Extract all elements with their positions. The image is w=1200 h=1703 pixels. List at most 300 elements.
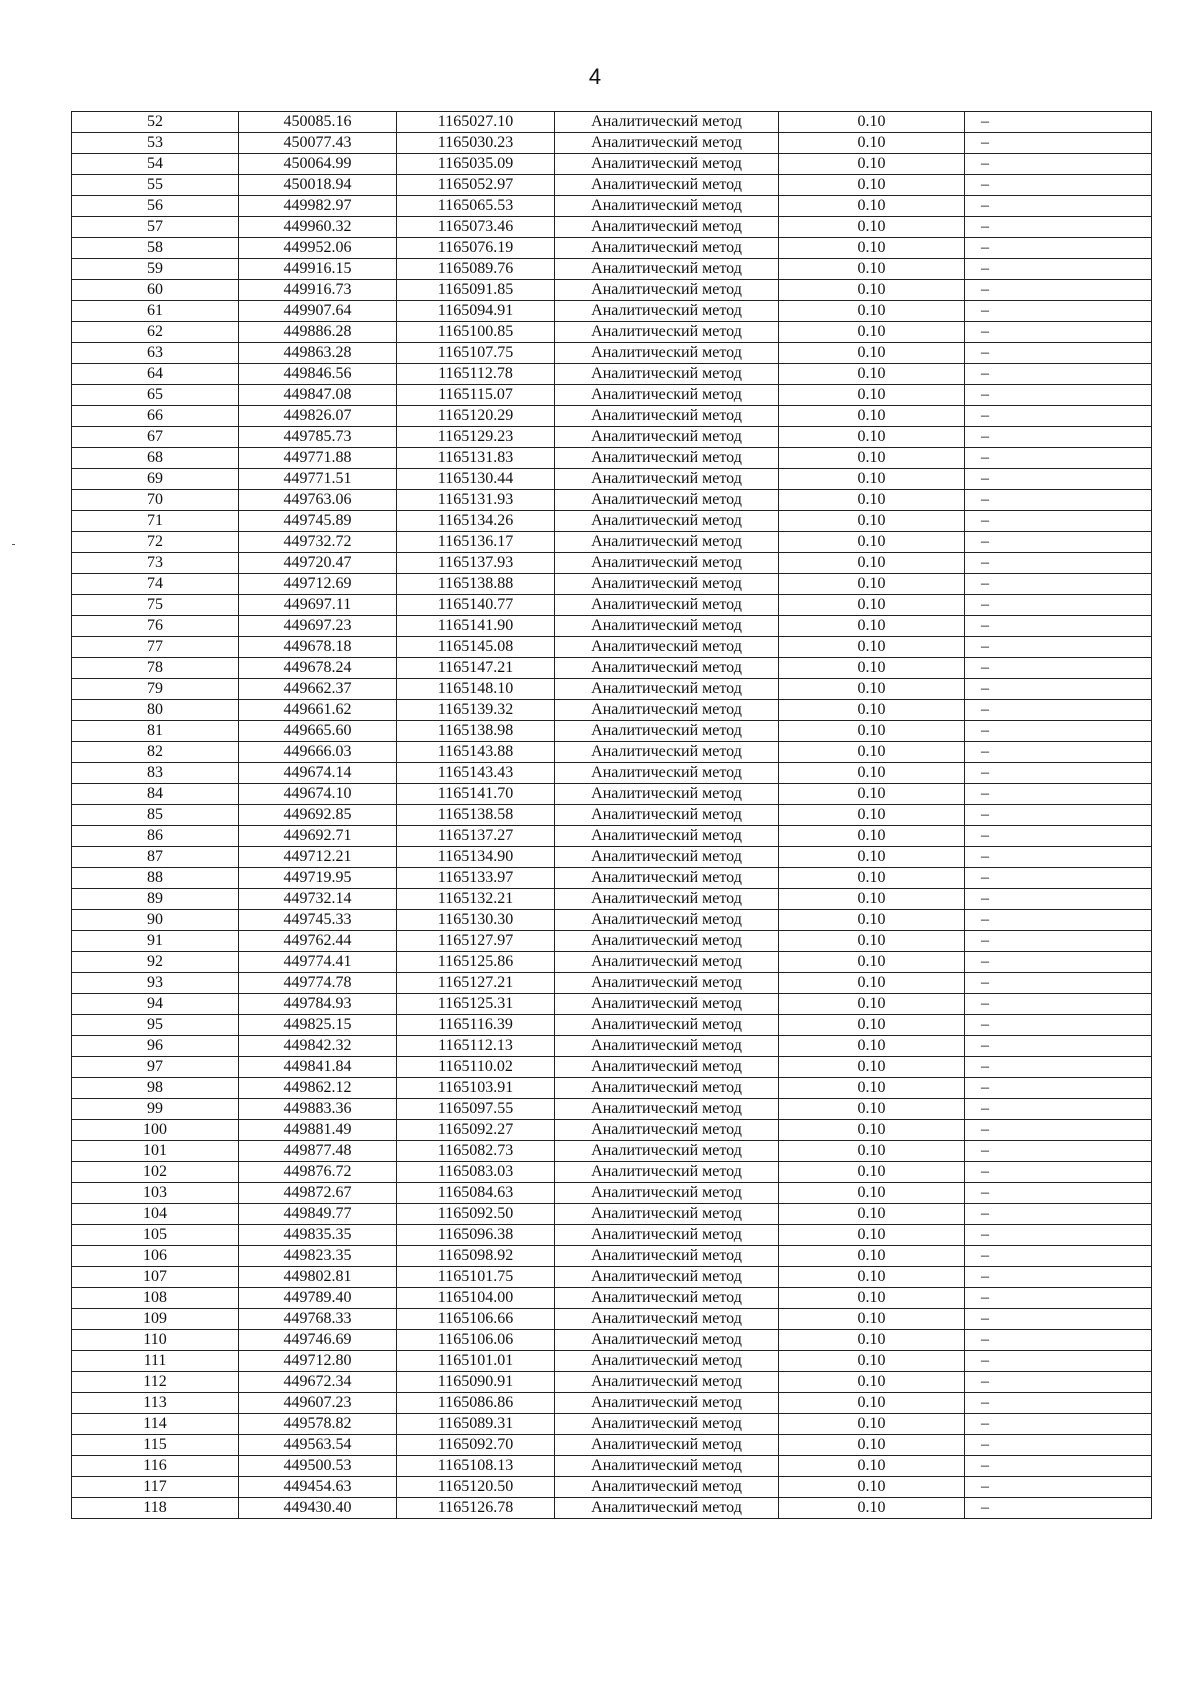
method-cell: Аналитический метод xyxy=(555,1099,779,1120)
accuracy-cell: 0.10 xyxy=(779,1330,965,1351)
x-coordinate-cell: 449745.89 xyxy=(239,511,397,532)
note-cell: – xyxy=(965,595,1152,616)
note-cell: – xyxy=(965,1246,1152,1267)
y-coordinate-cell: 1165107.75 xyxy=(397,343,555,364)
note-cell: – xyxy=(965,1015,1152,1036)
note-cell: – xyxy=(965,868,1152,889)
table-row xyxy=(72,532,1152,553)
x-coordinate-cell: 449712.69 xyxy=(239,574,397,595)
accuracy-cell: 0.10 xyxy=(779,1435,965,1456)
point-number-cell: 85 xyxy=(72,805,239,826)
point-number-cell: 61 xyxy=(72,301,239,322)
point-number-cell: 63 xyxy=(72,343,239,364)
method-cell: Аналитический метод xyxy=(555,280,779,301)
y-coordinate-cell: 1165130.30 xyxy=(397,910,555,931)
note-cell: – xyxy=(965,1477,1152,1498)
note-cell: – xyxy=(965,511,1152,532)
table-row xyxy=(72,1498,1152,1519)
note-cell: – xyxy=(965,1267,1152,1288)
table-row xyxy=(72,679,1152,700)
x-coordinate-cell: 449762.44 xyxy=(239,931,397,952)
note-cell: – xyxy=(965,1435,1152,1456)
table-row xyxy=(72,469,1152,490)
table-row xyxy=(72,1246,1152,1267)
x-coordinate-cell: 449825.15 xyxy=(239,1015,397,1036)
method-cell: Аналитический метод xyxy=(555,763,779,784)
point-number-cell: 95 xyxy=(72,1015,239,1036)
y-coordinate-cell: 1165137.27 xyxy=(397,826,555,847)
method-cell: Аналитический метод xyxy=(555,322,779,343)
method-cell: Аналитический метод xyxy=(555,1288,779,1309)
point-number-cell: 87 xyxy=(72,847,239,868)
x-coordinate-cell: 449835.35 xyxy=(239,1225,397,1246)
table-row xyxy=(72,112,1152,133)
note-cell: – xyxy=(965,427,1152,448)
point-number-cell: 108 xyxy=(72,1288,239,1309)
table-row xyxy=(72,616,1152,637)
point-number-cell: 55 xyxy=(72,175,239,196)
method-cell: Аналитический метод xyxy=(555,1057,779,1078)
method-cell: Аналитический метод xyxy=(555,1393,779,1414)
method-cell: Аналитический метод xyxy=(555,343,779,364)
table-row xyxy=(72,994,1152,1015)
accuracy-cell: 0.10 xyxy=(779,1078,965,1099)
x-coordinate-cell: 449697.23 xyxy=(239,616,397,637)
accuracy-cell: 0.10 xyxy=(779,511,965,532)
x-coordinate-cell: 449916.73 xyxy=(239,280,397,301)
note-cell: – xyxy=(965,700,1152,721)
method-cell: Аналитический метод xyxy=(555,1267,779,1288)
x-coordinate-cell: 449876.72 xyxy=(239,1162,397,1183)
accuracy-cell: 0.10 xyxy=(779,721,965,742)
table-row xyxy=(72,154,1152,175)
table-row xyxy=(72,1372,1152,1393)
point-number-cell: 79 xyxy=(72,679,239,700)
y-coordinate-cell: 1165110.02 xyxy=(397,1057,555,1078)
accuracy-cell: 0.10 xyxy=(779,343,965,364)
table-row xyxy=(72,1183,1152,1204)
x-coordinate-cell: 449826.07 xyxy=(239,406,397,427)
table-row xyxy=(72,1225,1152,1246)
method-cell: Аналитический метод xyxy=(555,112,779,133)
note-cell: – xyxy=(965,1288,1152,1309)
table-row xyxy=(72,826,1152,847)
y-coordinate-cell: 1165092.70 xyxy=(397,1435,555,1456)
y-coordinate-cell: 1165138.98 xyxy=(397,721,555,742)
x-coordinate-cell: 449678.24 xyxy=(239,658,397,679)
table-row xyxy=(72,343,1152,364)
note-cell: – xyxy=(965,238,1152,259)
point-number-cell: 99 xyxy=(72,1099,239,1120)
method-cell: Аналитический метод xyxy=(555,574,779,595)
table-row xyxy=(72,364,1152,385)
y-coordinate-cell: 1165094.91 xyxy=(397,301,555,322)
table-row xyxy=(72,217,1152,238)
table-row xyxy=(72,700,1152,721)
note-cell: – xyxy=(965,1456,1152,1477)
point-number-cell: 117 xyxy=(72,1477,239,1498)
method-cell: Аналитический метод xyxy=(555,1246,779,1267)
point-number-cell: 116 xyxy=(72,1456,239,1477)
note-cell: – xyxy=(965,994,1152,1015)
note-cell: – xyxy=(965,133,1152,154)
table-row xyxy=(72,742,1152,763)
method-cell: Аналитический метод xyxy=(555,469,779,490)
note-cell: – xyxy=(965,259,1152,280)
y-coordinate-cell: 1165133.97 xyxy=(397,868,555,889)
note-cell: – xyxy=(965,1162,1152,1183)
x-coordinate-cell: 450064.99 xyxy=(239,154,397,175)
method-cell: Аналитический метод xyxy=(555,931,779,952)
accuracy-cell: 0.10 xyxy=(779,1477,965,1498)
accuracy-cell: 0.10 xyxy=(779,1456,965,1477)
x-coordinate-cell: 449430.40 xyxy=(239,1498,397,1519)
point-number-cell: 58 xyxy=(72,238,239,259)
note-cell: – xyxy=(965,322,1152,343)
note-cell: – xyxy=(965,364,1152,385)
note-cell: – xyxy=(965,1120,1152,1141)
accuracy-cell: 0.10 xyxy=(779,1351,965,1372)
note-cell: – xyxy=(965,490,1152,511)
method-cell: Аналитический метод xyxy=(555,700,779,721)
point-number-cell: 81 xyxy=(72,721,239,742)
y-coordinate-cell: 1165147.21 xyxy=(397,658,555,679)
accuracy-cell: 0.10 xyxy=(779,910,965,931)
point-number-cell: 83 xyxy=(72,763,239,784)
table-row xyxy=(72,1015,1152,1036)
note-cell: – xyxy=(965,1099,1152,1120)
y-coordinate-cell: 1165136.17 xyxy=(397,532,555,553)
accuracy-cell: 0.10 xyxy=(779,1036,965,1057)
accuracy-cell: 0.10 xyxy=(779,1288,965,1309)
method-cell: Аналитический метод xyxy=(555,637,779,658)
note-cell: – xyxy=(965,679,1152,700)
table-row xyxy=(72,574,1152,595)
accuracy-cell: 0.10 xyxy=(779,1183,965,1204)
note-cell: – xyxy=(965,1225,1152,1246)
accuracy-cell: 0.10 xyxy=(779,154,965,175)
table-row xyxy=(72,259,1152,280)
x-coordinate-cell: 449661.62 xyxy=(239,700,397,721)
accuracy-cell: 0.10 xyxy=(779,658,965,679)
note-cell: – xyxy=(965,1372,1152,1393)
accuracy-cell: 0.10 xyxy=(779,1372,965,1393)
accuracy-cell: 0.10 xyxy=(779,616,965,637)
accuracy-cell: 0.10 xyxy=(779,1141,965,1162)
point-number-cell: 52 xyxy=(72,112,239,133)
y-coordinate-cell: 1165120.29 xyxy=(397,406,555,427)
x-coordinate-cell: 449863.28 xyxy=(239,343,397,364)
accuracy-cell: 0.10 xyxy=(779,406,965,427)
x-coordinate-cell: 449732.72 xyxy=(239,532,397,553)
point-number-cell: 64 xyxy=(72,364,239,385)
x-coordinate-cell: 449784.93 xyxy=(239,994,397,1015)
x-coordinate-cell: 449849.77 xyxy=(239,1204,397,1225)
point-number-cell: 90 xyxy=(72,910,239,931)
point-number-cell: 53 xyxy=(72,133,239,154)
accuracy-cell: 0.10 xyxy=(779,364,965,385)
note-cell: – xyxy=(965,448,1152,469)
point-number-cell: 98 xyxy=(72,1078,239,1099)
x-coordinate-cell: 449732.14 xyxy=(239,889,397,910)
y-coordinate-cell: 1165083.03 xyxy=(397,1162,555,1183)
y-coordinate-cell: 1165127.97 xyxy=(397,931,555,952)
x-coordinate-cell: 449872.67 xyxy=(239,1183,397,1204)
note-cell: – xyxy=(965,1414,1152,1435)
x-coordinate-cell: 449674.10 xyxy=(239,784,397,805)
accuracy-cell: 0.10 xyxy=(779,553,965,574)
accuracy-cell: 0.10 xyxy=(779,931,965,952)
table-row xyxy=(72,1393,1152,1414)
point-number-cell: 74 xyxy=(72,574,239,595)
accuracy-cell: 0.10 xyxy=(779,952,965,973)
point-number-cell: 59 xyxy=(72,259,239,280)
method-cell: Аналитический метод xyxy=(555,1351,779,1372)
method-cell: Аналитический метод xyxy=(555,868,779,889)
table-row xyxy=(72,448,1152,469)
y-coordinate-cell: 1165145.08 xyxy=(397,637,555,658)
method-cell: Аналитический метод xyxy=(555,448,779,469)
point-number-cell: 73 xyxy=(72,553,239,574)
method-cell: Аналитический метод xyxy=(555,721,779,742)
note-cell: – xyxy=(965,532,1152,553)
method-cell: Аналитический метод xyxy=(555,385,779,406)
table-row xyxy=(72,301,1152,322)
x-coordinate-cell: 449802.81 xyxy=(239,1267,397,1288)
accuracy-cell: 0.10 xyxy=(779,532,965,553)
accuracy-cell: 0.10 xyxy=(779,742,965,763)
note-cell: – xyxy=(965,1330,1152,1351)
note-cell: – xyxy=(965,1204,1152,1225)
table-row xyxy=(72,490,1152,511)
table-row xyxy=(72,1456,1152,1477)
x-coordinate-cell: 449789.40 xyxy=(239,1288,397,1309)
method-cell: Аналитический метод xyxy=(555,973,779,994)
table-row xyxy=(72,721,1152,742)
table-row xyxy=(72,427,1152,448)
accuracy-cell: 0.10 xyxy=(779,847,965,868)
y-coordinate-cell: 1165134.90 xyxy=(397,847,555,868)
y-coordinate-cell: 1165030.23 xyxy=(397,133,555,154)
method-cell: Аналитический метод xyxy=(555,616,779,637)
accuracy-cell: 0.10 xyxy=(779,595,965,616)
note-cell: – xyxy=(965,616,1152,637)
x-coordinate-cell: 449692.71 xyxy=(239,826,397,847)
x-coordinate-cell: 449771.51 xyxy=(239,469,397,490)
y-coordinate-cell: 1165141.90 xyxy=(397,616,555,637)
method-cell: Аналитический метод xyxy=(555,952,779,973)
y-coordinate-cell: 1165084.63 xyxy=(397,1183,555,1204)
table-row xyxy=(72,385,1152,406)
table-row xyxy=(72,1330,1152,1351)
y-coordinate-cell: 1165076.19 xyxy=(397,238,555,259)
table-row xyxy=(72,511,1152,532)
y-coordinate-cell: 1165106.66 xyxy=(397,1309,555,1330)
point-number-cell: 76 xyxy=(72,616,239,637)
y-coordinate-cell: 1165132.21 xyxy=(397,889,555,910)
table-row xyxy=(72,322,1152,343)
note-cell: – xyxy=(965,553,1152,574)
method-cell: Аналитический метод xyxy=(555,1498,779,1519)
note-cell: – xyxy=(965,784,1152,805)
point-number-cell: 103 xyxy=(72,1183,239,1204)
note-cell: – xyxy=(965,406,1152,427)
point-number-cell: 77 xyxy=(72,637,239,658)
point-number-cell: 102 xyxy=(72,1162,239,1183)
method-cell: Аналитический метод xyxy=(555,217,779,238)
point-number-cell: 66 xyxy=(72,406,239,427)
x-coordinate-cell: 449881.49 xyxy=(239,1120,397,1141)
method-cell: Аналитический метод xyxy=(555,364,779,385)
note-cell: – xyxy=(965,721,1152,742)
x-coordinate-cell: 449500.53 xyxy=(239,1456,397,1477)
accuracy-cell: 0.10 xyxy=(779,427,965,448)
point-number-cell: 109 xyxy=(72,1309,239,1330)
point-number-cell: 106 xyxy=(72,1246,239,1267)
y-coordinate-cell: 1165115.07 xyxy=(397,385,555,406)
note-cell: – xyxy=(965,112,1152,133)
table-row xyxy=(72,847,1152,868)
x-coordinate-cell: 449666.03 xyxy=(239,742,397,763)
note-cell: – xyxy=(965,637,1152,658)
x-coordinate-cell: 449960.32 xyxy=(239,217,397,238)
note-cell: – xyxy=(965,196,1152,217)
method-cell: Аналитический метод xyxy=(555,784,779,805)
accuracy-cell: 0.10 xyxy=(779,1120,965,1141)
note-cell: – xyxy=(965,385,1152,406)
x-coordinate-cell: 449842.32 xyxy=(239,1036,397,1057)
accuracy-cell: 0.10 xyxy=(779,889,965,910)
method-cell: Аналитический метод xyxy=(555,1141,779,1162)
table-row xyxy=(72,973,1152,994)
accuracy-cell: 0.10 xyxy=(779,469,965,490)
accuracy-cell: 0.10 xyxy=(779,1225,965,1246)
note-cell: – xyxy=(965,280,1152,301)
method-cell: Аналитический метод xyxy=(555,847,779,868)
x-coordinate-cell: 449774.41 xyxy=(239,952,397,973)
x-coordinate-cell: 449847.08 xyxy=(239,385,397,406)
method-cell: Аналитический метод xyxy=(555,595,779,616)
x-coordinate-cell: 449823.35 xyxy=(239,1246,397,1267)
method-cell: Аналитический метод xyxy=(555,805,779,826)
point-number-cell: 93 xyxy=(72,973,239,994)
note-cell: – xyxy=(965,805,1152,826)
method-cell: Аналитический метод xyxy=(555,259,779,280)
x-coordinate-cell: 449952.06 xyxy=(239,238,397,259)
table-row xyxy=(72,1204,1152,1225)
note-cell: – xyxy=(965,1141,1152,1162)
accuracy-cell: 0.10 xyxy=(779,700,965,721)
x-coordinate-cell: 450018.94 xyxy=(239,175,397,196)
method-cell: Аналитический метод xyxy=(555,133,779,154)
note-cell: – xyxy=(965,952,1152,973)
table-row xyxy=(72,1099,1152,1120)
accuracy-cell: 0.10 xyxy=(779,490,965,511)
table-row xyxy=(72,238,1152,259)
method-cell: Аналитический метод xyxy=(555,1036,779,1057)
point-number-cell: 56 xyxy=(72,196,239,217)
point-number-cell: 118 xyxy=(72,1498,239,1519)
x-coordinate-cell: 449907.64 xyxy=(239,301,397,322)
table-row xyxy=(72,175,1152,196)
table-row xyxy=(72,133,1152,154)
y-coordinate-cell: 1165129.23 xyxy=(397,427,555,448)
point-number-cell: 65 xyxy=(72,385,239,406)
point-number-cell: 88 xyxy=(72,868,239,889)
point-number-cell: 115 xyxy=(72,1435,239,1456)
point-number-cell: 72 xyxy=(72,532,239,553)
accuracy-cell: 0.10 xyxy=(779,259,965,280)
method-cell: Аналитический метод xyxy=(555,994,779,1015)
y-coordinate-cell: 1165101.01 xyxy=(397,1351,555,1372)
x-coordinate-cell: 449712.80 xyxy=(239,1351,397,1372)
table-row xyxy=(72,553,1152,574)
y-coordinate-cell: 1165126.78 xyxy=(397,1498,555,1519)
accuracy-cell: 0.10 xyxy=(779,784,965,805)
method-cell: Аналитический метод xyxy=(555,1183,779,1204)
y-coordinate-cell: 1165141.70 xyxy=(397,784,555,805)
method-cell: Аналитический метод xyxy=(555,238,779,259)
method-cell: Аналитический метод xyxy=(555,910,779,931)
x-coordinate-cell: 450085.16 xyxy=(239,112,397,133)
point-number-cell: 80 xyxy=(72,700,239,721)
point-number-cell: 97 xyxy=(72,1057,239,1078)
accuracy-cell: 0.10 xyxy=(779,637,965,658)
table-row xyxy=(72,931,1152,952)
table-row xyxy=(72,196,1152,217)
accuracy-cell: 0.10 xyxy=(779,448,965,469)
note-cell: – xyxy=(965,154,1152,175)
y-coordinate-cell: 1165065.53 xyxy=(397,196,555,217)
table-row xyxy=(72,1078,1152,1099)
accuracy-cell: 0.10 xyxy=(779,868,965,889)
point-number-cell: 57 xyxy=(72,217,239,238)
method-cell: Аналитический метод xyxy=(555,658,779,679)
accuracy-cell: 0.10 xyxy=(779,1162,965,1183)
note-cell: – xyxy=(965,217,1152,238)
point-number-cell: 92 xyxy=(72,952,239,973)
y-coordinate-cell: 1165096.38 xyxy=(397,1225,555,1246)
x-coordinate-cell: 449719.95 xyxy=(239,868,397,889)
method-cell: Аналитический метод xyxy=(555,301,779,322)
point-number-cell: 71 xyxy=(72,511,239,532)
y-coordinate-cell: 1165089.76 xyxy=(397,259,555,280)
point-number-cell: 91 xyxy=(72,931,239,952)
accuracy-cell: 0.10 xyxy=(779,112,965,133)
x-coordinate-cell: 449916.15 xyxy=(239,259,397,280)
method-cell: Аналитический метод xyxy=(555,742,779,763)
accuracy-cell: 0.10 xyxy=(779,1015,965,1036)
y-coordinate-cell: 1165082.73 xyxy=(397,1141,555,1162)
point-number-cell: 69 xyxy=(72,469,239,490)
point-number-cell: 75 xyxy=(72,595,239,616)
method-cell: Аналитический метод xyxy=(555,826,779,847)
point-number-cell: 105 xyxy=(72,1225,239,1246)
note-cell: – xyxy=(965,826,1152,847)
accuracy-cell: 0.10 xyxy=(779,133,965,154)
method-cell: Аналитический метод xyxy=(555,1414,779,1435)
table-row xyxy=(72,952,1152,973)
y-coordinate-cell: 1165090.91 xyxy=(397,1372,555,1393)
y-coordinate-cell: 1165139.32 xyxy=(397,700,555,721)
x-coordinate-cell: 449745.33 xyxy=(239,910,397,931)
table-row xyxy=(72,1288,1152,1309)
table-row xyxy=(72,910,1152,931)
x-coordinate-cell: 449720.47 xyxy=(239,553,397,574)
method-cell: Аналитический метод xyxy=(555,154,779,175)
table-row xyxy=(72,280,1152,301)
note-cell: – xyxy=(965,469,1152,490)
